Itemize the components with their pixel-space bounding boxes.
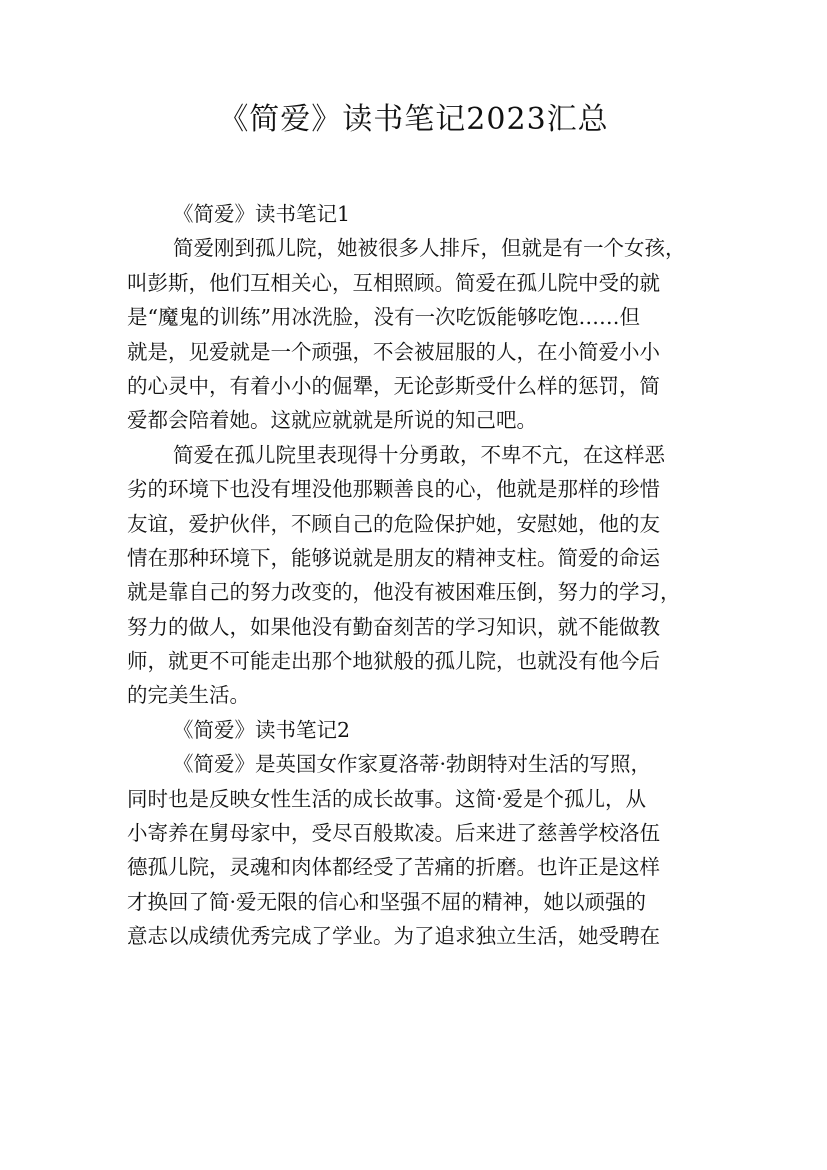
paragraph-line: 的心灵中，有着小小的倔犟，无论彭斯受什么样的惩罚，简 [127,373,660,398]
paragraph-line: 简爱在孤儿院里表现得十分勇敢，不卑不亢，在这样恶 [173,442,665,467]
paragraph-line: 同时也是反映女性生活的成长故事。这简·爱是个孤儿，从 [127,786,647,811]
paragraph-line: 小寄养在舅母家中，受尽百般欺凌。后来进了慈善学校洛伍 [127,821,660,846]
paragraph-line: 的完美生活。 [127,683,250,708]
paragraph-line: 《简爱》是英国女作家夏洛蒂·勃朗特对生活的写照， [173,752,652,777]
document-body [127,197,703,954]
paragraph-line: 叫彭斯，他们互相关心，互相照顾。简爱在孤儿院中受的就 [127,270,660,295]
paragraph-line: 德孤儿院，灵魂和肉体都经受了苦痛的折磨。也许正是这样 [127,855,660,880]
paragraph-line: 情在那种环境下，能够说就是朋友的精神支柱。简爱的命运 [127,545,660,570]
section-heading-2: 《简爱》读书笔记2 [173,717,351,742]
paragraph-line: 就是靠自己的努力改变的，他没有被困难压倒，努力的学习， [127,580,681,605]
paragraph-line: 师，就更不可能走出那个地狱般的孤儿院，也就没有他今后 [127,649,660,674]
paragraph-line: 是“魔鬼的训练”用冰洗脸，没有一次吃饭能够吃饱……但 [127,305,640,330]
paragraph-line: 简爱刚到孤儿院，她被很多人排斥，但就是有一个女孩， [173,236,686,261]
paragraph-line: 劣的环境下也没有埋没他那颗善良的心，他就是那样的珍惜 [127,477,660,502]
paragraph-line: 爱都会陪着她。这就应就就是所说的知己吧。 [127,408,537,433]
paragraph-line: 就是，见爱就是一个顽强，不会被屈服的人，在小简爱小小 [127,339,660,364]
document-title: 《简爱》读书笔记2023汇总 [218,102,609,137]
paragraph-line: 意志以成绩优秀完成了学业。为了追求独立生活，她受聘在 [127,924,660,949]
section-heading-1: 《简爱》读书笔记1 [173,202,351,226]
paragraph-line: 努力的做人，如果他没有勤奋刻苦的学习知识，就不能做教 [127,614,660,639]
paragraph-line: 才换回了简·爱无限的信心和坚强不屈的精神，她以顽强的 [127,889,647,914]
paragraph-line: 友谊，爱护伙伴，不顾自己的危险保护她，安慰她，他的友 [127,511,660,536]
